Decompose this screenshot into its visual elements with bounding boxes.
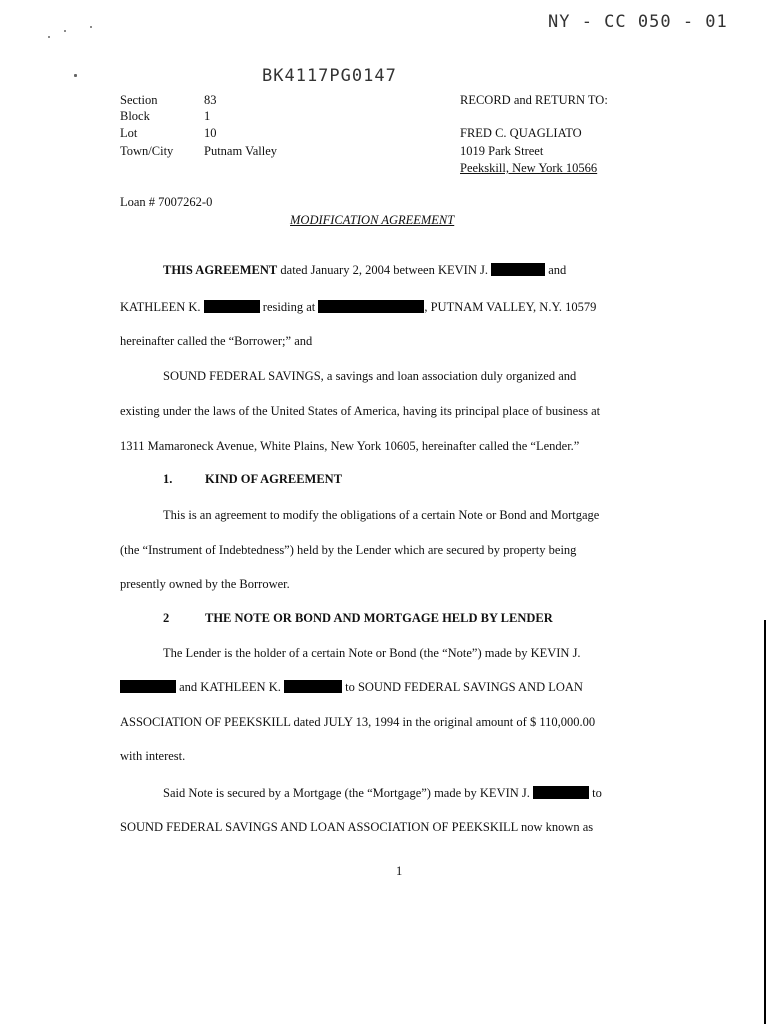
mortgage-text: to bbox=[589, 786, 602, 800]
note-text: and KATHLEEN K. bbox=[176, 680, 281, 694]
redaction-box bbox=[120, 680, 176, 693]
scan-speck bbox=[48, 36, 50, 38]
section-2-heading: THE NOTE OR BOND AND MORTGAGE HELD BY LENDER bbox=[205, 611, 553, 625]
scan-speck bbox=[74, 74, 77, 77]
section-2-line-5 bbox=[163, 786, 602, 801]
agreement-text: dated January 2, 2004 between KEVIN J. bbox=[277, 263, 488, 277]
scan-edge-line bbox=[764, 620, 766, 1024]
mortgage-text: Said Note is secured by a Mortgage (the “Mortgage”) made by KEVIN J. bbox=[163, 786, 530, 800]
page-number: 1 bbox=[396, 864, 403, 878]
section-2-line-3: ASSOCIATION OF PEEKSKILL dated JULY 13, 1994 in the original amount of $ 110,000.00 bbox=[120, 715, 596, 729]
section-2-line-6: SOUND FEDERAL SAVINGS AND LOAN ASSOCIATION OF PEEKSKILL now known as bbox=[120, 820, 594, 834]
stamp-top-right: NY - CC 050 - 01 bbox=[548, 12, 728, 32]
section-1-line-3: presently owned by the Borrower. bbox=[120, 577, 290, 591]
return-street: 1019 Park Street bbox=[460, 144, 544, 158]
agreement-text: residing at bbox=[259, 300, 316, 314]
agreement-line-3: hereinafter called the “Borrower;” and bbox=[120, 334, 313, 348]
agreement-line-1 bbox=[163, 263, 566, 278]
section-1-line-2: (the “Instrument of Indebtedness”) held by the Lender which are secured by property being bbox=[120, 543, 577, 557]
note-text: to SOUND FEDERAL SAVINGS AND LOAN bbox=[341, 680, 583, 694]
lender-line-1: SOUND FEDERAL SAVINGS, a savings and loan association duly organized and bbox=[163, 369, 577, 383]
block-label: Block bbox=[120, 109, 150, 123]
return-city: Peekskill, New York 10566 bbox=[460, 161, 598, 175]
section-value: 83 bbox=[204, 93, 217, 107]
redaction-box bbox=[491, 263, 545, 276]
redaction-box bbox=[204, 300, 260, 313]
section-1-line-1: This is an agreement to modify the obligations of a certain Note or Bond and Mortgage bbox=[163, 508, 600, 522]
redaction-box bbox=[318, 300, 424, 313]
lender-line-2: existing under the laws of the United States of America, having its principal place of business at bbox=[120, 404, 601, 418]
agreement-text: , PUTNAM VALLEY, N.Y. 10579 bbox=[424, 300, 597, 314]
redaction-box bbox=[284, 680, 342, 693]
town-value: Putnam Valley bbox=[204, 144, 278, 158]
record-return-heading: RECORD and RETURN TO: bbox=[460, 93, 608, 107]
book-page-stamp: BK4117PG0147 bbox=[262, 66, 397, 86]
return-name: FRED C. QUAGLIATO bbox=[460, 126, 582, 140]
document-title: MODIFICATION AGREEMENT bbox=[290, 213, 455, 227]
section-2-number: 2 bbox=[163, 611, 170, 625]
section-2-line-4: with interest. bbox=[120, 749, 186, 763]
lot-value: 10 bbox=[204, 126, 217, 140]
section-2-line-2 bbox=[120, 680, 583, 695]
section-1-heading: KIND OF AGREEMENT bbox=[205, 472, 343, 486]
redaction-box bbox=[533, 786, 589, 799]
section-label: Section bbox=[120, 93, 158, 107]
agreement-text: KATHLEEN K. bbox=[120, 300, 201, 314]
block-value: 1 bbox=[204, 109, 211, 123]
scan-speck bbox=[64, 30, 66, 32]
section-2-line-1: The Lender is the holder of a certain Note or Bond (the “Note”) made by KEVIN J. bbox=[163, 646, 581, 660]
lender-line-3: 1311 Mamaroneck Avenue, White Plains, New York 10605, hereinafter called the “Lender.” bbox=[120, 439, 580, 453]
loan-number: Loan # 7007262-0 bbox=[120, 195, 213, 209]
agreement-lead: THIS AGREEMENT bbox=[163, 263, 278, 277]
section-1-number: 1. bbox=[163, 472, 173, 486]
town-label: Town/City bbox=[120, 144, 174, 158]
lot-label: Lot bbox=[120, 126, 138, 140]
agreement-line-2 bbox=[120, 300, 596, 315]
scan-speck bbox=[90, 26, 92, 28]
agreement-text: and bbox=[545, 263, 567, 277]
